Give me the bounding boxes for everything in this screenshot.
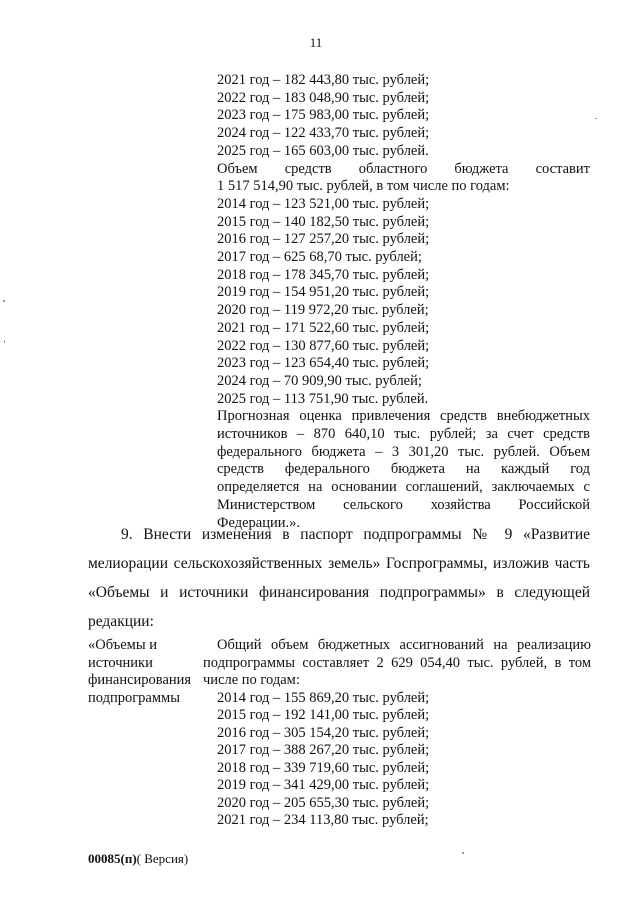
- year-line: 2020 год – 205 655,30 тыс. рублей;: [217, 794, 430, 811]
- label-line: финансирования: [88, 672, 192, 688]
- year-line: 2021 год – 171 522,60 тыс. рублей;: [217, 319, 430, 336]
- scan-speck: [3, 300, 5, 302]
- year-line: 2016 год – 127 257,20 тыс. рублей;: [217, 231, 430, 248]
- year-line: 2025 год – 113 751,90 тыс. рублей.: [217, 390, 429, 407]
- passport-value-column: [203, 637, 591, 830]
- forecast-line: федерального бюджета – 3 301,20 тыс. рублей. Объем: [217, 443, 590, 460]
- footer: [88, 851, 188, 867]
- year-line: 2020 год – 119 972,20 тыс. рублей;: [217, 302, 429, 319]
- lead-line: Общий объем бюджетных ассигнований на реализацию: [217, 637, 591, 653]
- year-line: 2024 год – 70 909,90 тыс. рублей;: [217, 372, 422, 389]
- paragraph-9: [88, 520, 590, 636]
- year-line: 2024 год – 122 433,70 тыс. рублей;: [217, 125, 430, 142]
- forecast-line: источников – 870 640,10 тыс. рублей; за счет средств: [217, 426, 590, 443]
- year-line: 2015 год – 192 141,00 тыс. рублей;: [217, 707, 430, 723]
- year-line: 2021 год – 234 113,80 тыс. рублей;: [217, 812, 429, 828]
- document-code: 00085(п): [88, 851, 137, 866]
- years-list: [203, 690, 591, 830]
- scan-speck: [462, 852, 464, 854]
- forecast-line: определяется на основании соглашений, заключаемых с: [217, 479, 590, 496]
- label-line: источники: [88, 654, 153, 671]
- passport-label-column: [88, 637, 218, 707]
- label-line: «Объемы и: [88, 637, 157, 653]
- paragraph-line: мелиорации сельскохозяйственных земель» Госпрограммы, изложив часть: [88, 555, 590, 572]
- year-line: 2019 год – 341 429,00 тыс. рублей;: [217, 777, 430, 793]
- forecast-line: Министерством сельского хозяйства Российской: [217, 496, 590, 513]
- year-line: 2022 год – 130 877,60 тыс. рублей;: [217, 337, 430, 354]
- year-line: 2023 год – 123 654,40 тыс. рублей;: [217, 355, 430, 372]
- year-line: 2017 год – 388 267,20 тыс. рублей;: [217, 742, 430, 758]
- scan-speck: [4, 340, 5, 343]
- year-line: 2025 год – 165 603,00 тыс. рублей.: [217, 142, 429, 159]
- regional-budget-intro: Объем средств областного бюджета составит: [217, 160, 590, 177]
- financing-block-continuation: [217, 72, 590, 532]
- year-line: 2022 год – 183 048,90 тыс. рублей;: [217, 89, 430, 106]
- lead-line: числе по годам:: [203, 672, 300, 688]
- year-line: 2017 год – 625 68,70 тыс. рублей;: [217, 249, 422, 266]
- regional-budget-total: 1 517 514,90 тыс. рублей, в том числе по годам:: [217, 178, 510, 195]
- scan-speck: [595, 118, 597, 119]
- year-line: 2023 год – 175 983,00 тыс. рублей;: [217, 107, 430, 124]
- year-line: 2014 год – 155 869,20 тыс. рублей;: [217, 689, 430, 706]
- forecast-line: Прогнозная оценка привлечения средств внебюджетных: [217, 408, 590, 425]
- year-line: 2015 год – 140 182,50 тыс. рублей;: [217, 213, 430, 230]
- paragraph-line: «Объемы и источники финансирования подпрограммы» в следующей: [88, 584, 590, 601]
- year-line: 2014 год – 123 521,00 тыс. рублей;: [217, 195, 430, 212]
- document-version: ( Версия): [136, 851, 189, 866]
- forecast-line: средств федерального бюджета на каждый год: [217, 461, 590, 478]
- year-line: 2018 год – 339 719,60 тыс. рублей;: [217, 759, 430, 776]
- year-line: 2016 год – 305 154,20 тыс. рублей;: [217, 724, 430, 741]
- year-line: 2018 год – 178 345,70 тыс. рублей;: [217, 266, 430, 283]
- forecast-line: Федерации.».: [217, 514, 300, 531]
- year-line: 2021 год – 182 443,80 тыс. рублей;: [217, 72, 430, 88]
- paragraph-line: редакции:: [88, 613, 154, 630]
- lead-line: подпрограммы составляет 2 629 054,40 тыс. рублей, в том: [203, 654, 591, 671]
- paragraph-line: 9. Внести изменения в паспорт подпрограммы № 9 «Развитие: [121, 526, 590, 543]
- page-number: 11: [309, 35, 323, 50]
- label-line: подпрограммы: [88, 689, 180, 706]
- year-line: 2019 год – 154 951,20 тыс. рублей;: [217, 284, 430, 301]
